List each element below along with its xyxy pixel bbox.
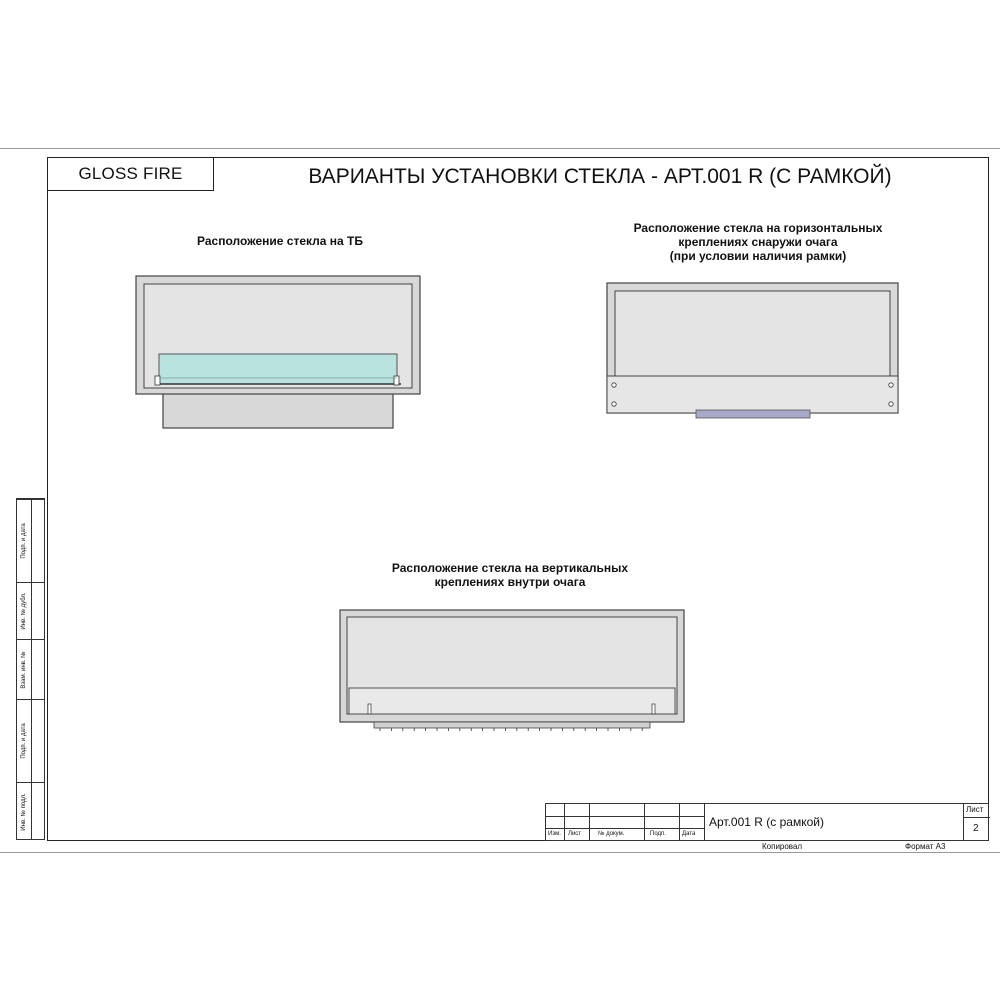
side-label: Инв. № дубл. (21, 592, 27, 630)
tb-base (163, 392, 393, 428)
brand-label: GLOSS FIRE (47, 157, 214, 191)
view-3-caption-line: креплениях внутри очага (434, 575, 586, 589)
page-title: ВАРИАНТЫ УСТАНОВКИ СТЕКЛА - АРТ.001 R (С РАМКОЙ) (308, 165, 892, 188)
view-1-drawing (130, 272, 430, 432)
title-block-col-izm: Изм. (548, 831, 561, 837)
sheet-number: 2 (973, 823, 979, 834)
title-block-col-date: Дата (682, 831, 696, 837)
view-3-caption-line: Расположение стекла на вертикальных (391, 561, 629, 575)
side-cell (17, 582, 44, 639)
vertical-mount-right (652, 704, 655, 714)
mount-plate (607, 376, 898, 413)
fireplace-inner-opening (615, 291, 890, 376)
mount-screw (612, 383, 616, 387)
view-1-caption (130, 234, 430, 248)
document-designation: Арт.001 R (с рамкой) (709, 815, 824, 829)
side-stamp (16, 498, 45, 840)
sheet-edge-bottom (0, 852, 1000, 853)
view-3-caption (360, 561, 660, 589)
side-cell (17, 699, 44, 782)
mount-screw (612, 402, 616, 406)
side-cell (17, 499, 44, 582)
sheet-label: Лист (966, 805, 984, 814)
view-1-caption-line: Расположение стекла на ТБ (197, 234, 363, 248)
side-label: Подп. и дата (21, 723, 27, 759)
title-block (545, 803, 989, 841)
sheet-edge-top (0, 148, 1000, 149)
view-2-caption-line: (при условии наличия рамки) (669, 249, 847, 263)
vertical-mount-left (368, 704, 371, 714)
copied-label: Копировал (762, 842, 803, 851)
side-label: Инв. № подл. (21, 793, 27, 831)
mount-screw (889, 383, 893, 387)
mount-screw (889, 402, 893, 406)
view-3-drawing (338, 608, 688, 733)
burner-bar (374, 722, 650, 728)
side-label: Взам. инв. № (21, 650, 27, 689)
title-block-col-sign: Подп. (650, 831, 666, 837)
side-cell (17, 782, 44, 841)
view-2-caption-line: креплениях снаружи очага (678, 235, 838, 249)
view-2-caption-line: Расположение стекла на горизонтальных (633, 221, 883, 235)
format-label: Формат А3 (905, 842, 946, 851)
glass-bracket-right (394, 376, 399, 385)
burner-teeth (380, 728, 642, 731)
view-2-caption (598, 221, 918, 263)
glass-bracket-left (155, 376, 160, 385)
title-block-col-doc: № докум. (598, 831, 625, 837)
view-2-drawing (604, 280, 904, 425)
title-block-col-list: Лист (568, 831, 582, 837)
glass-panel (159, 354, 397, 384)
side-cell (17, 639, 44, 699)
glass-panel (349, 688, 675, 714)
side-label: Подп. и дата (21, 523, 27, 559)
glass-bar (696, 410, 810, 418)
